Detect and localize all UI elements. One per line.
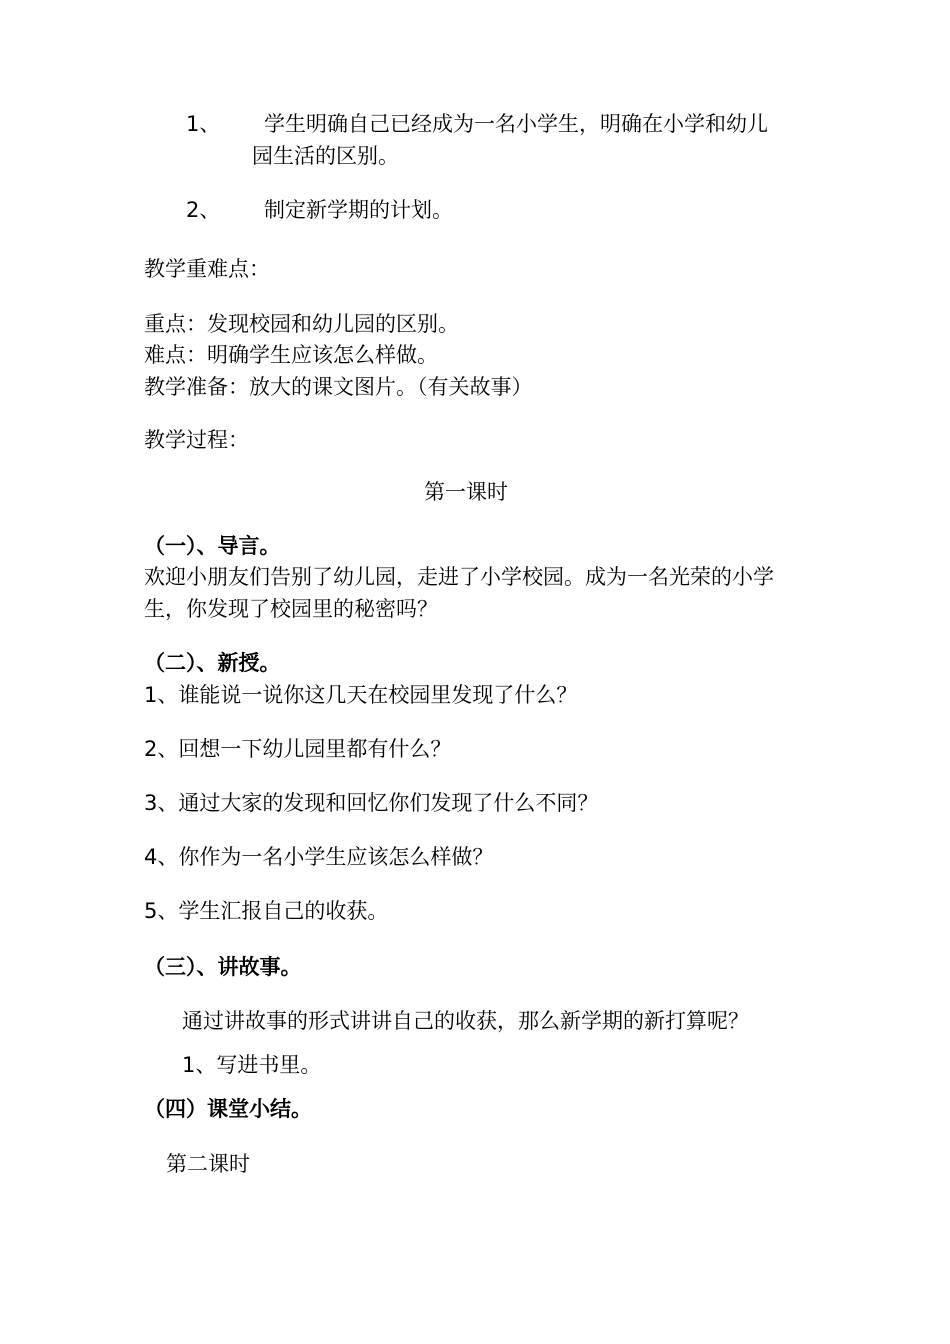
objective-1-number: 1、 <box>186 112 221 136</box>
section2-item-5: 5、学生汇报自己的收获。 <box>144 899 389 923</box>
section1-heading: （一）、导言。 <box>144 534 281 558</box>
objective-2-text: 制定新学期的计划。 <box>264 198 453 222</box>
section1-text-cont: 生，你发现了校园里的秘密吗？ <box>144 597 438 621</box>
section2-heading: （二）、新授。 <box>144 651 281 675</box>
objective-1-text: 学生明确自己已经成为一名小学生，明确在小学和幼儿 <box>264 112 768 136</box>
objective-2-number: 2、 <box>186 198 221 222</box>
preparation: 教学准备：放大的课文图片。（有关故事） <box>144 375 533 399</box>
objective-1-text-cont: 园生活的区别。 <box>252 144 399 168</box>
section2-item-4: 4、你作为一名小学生应该怎么样做？ <box>144 845 494 869</box>
lesson1-title: 第一课时 <box>424 480 508 504</box>
section2-item-3: 3、通过大家的发现和回忆你们发现了什么不同？ <box>144 791 599 815</box>
section3-heading: （三）、讲故事。 <box>144 955 302 979</box>
process-heading: 教学过程： <box>144 428 249 452</box>
section4-heading: （四）课堂小结。 <box>144 1097 312 1121</box>
section3-text: 通过讲故事的形式讲讲自己的收获，那么新学期的新打算呢？ <box>182 1009 749 1033</box>
key-point: 重点：发现校园和幼儿园的区别。 <box>144 312 459 336</box>
section2-item-2: 2、回想一下幼儿园里都有什么？ <box>144 737 452 761</box>
difficulty-heading: 教学重难点： <box>144 257 270 281</box>
lesson2-title: 第二课时 <box>166 1152 250 1176</box>
section2-item-1: 1、谁能说一说你这几天在校园里发现了什么？ <box>144 683 578 707</box>
hard-point: 难点：明确学生应该怎么样做。 <box>144 343 438 367</box>
section3-item-1: 1、写进书里。 <box>182 1053 322 1077</box>
section1-text: 欢迎小朋友们告别了幼儿园，走进了小学校园。成为一名光荣的小学 <box>144 565 774 589</box>
